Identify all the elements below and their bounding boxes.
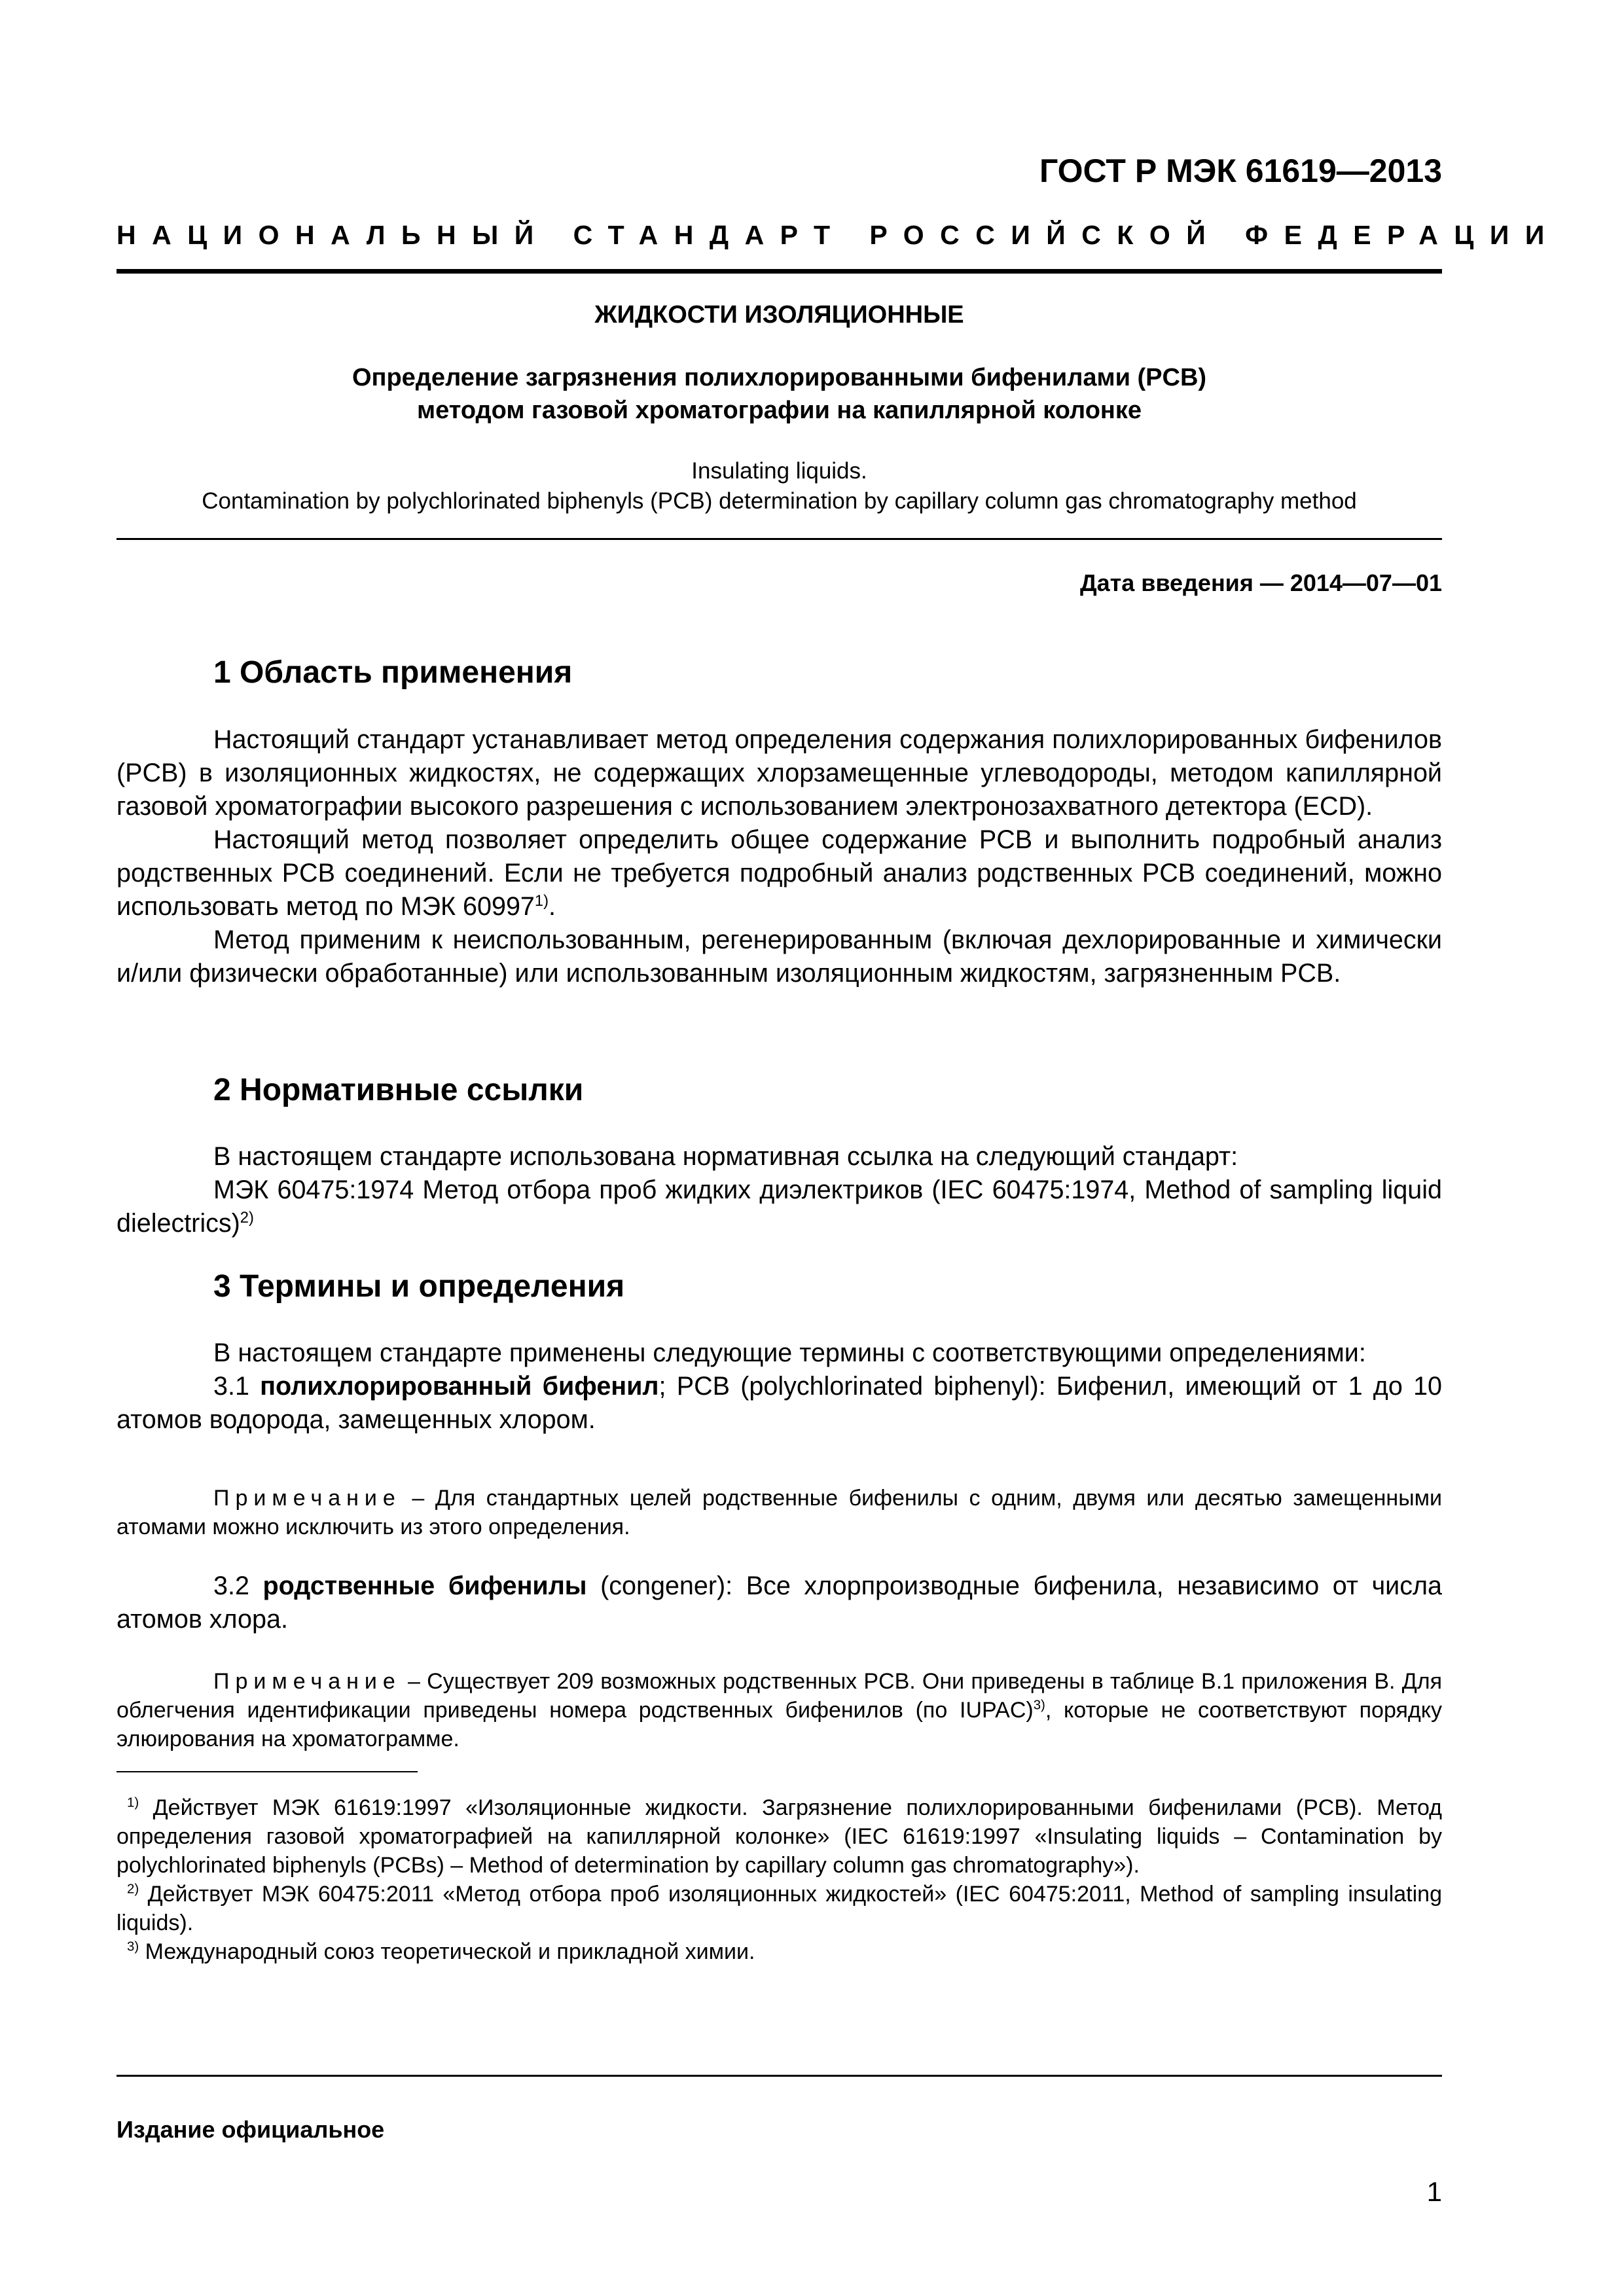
section-1-text [117,723,1442,990]
term-3-2-number: 3.2 [213,1571,263,1600]
section-1-paragraph-2 [117,823,1442,924]
footnote-2-text: Действует МЭК 60475:2011 «Метод отбора проб изоляционных жидкостей» (IEC 60475:2011, Method of sampling insulating liquids). [117,1882,1442,1935]
note-1-label: Примечание [213,1486,401,1511]
document-title: ЖИДКОСТИ ИЗОЛЯЦИОННЫЕ [594,301,964,329]
edition-label: Издание официальное [117,2116,385,2143]
section-2-paragraph-2 [117,1174,1442,1240]
term-3-2 [117,1570,1442,1636]
footer-rule [117,2075,1442,2077]
note-2-text-end: , которые не соответствуют порядку элюирования на хроматограмме. [117,1698,1442,1751]
term-3-2-name: родственные бифенилы [262,1571,587,1600]
footnote-2 [117,1880,1442,1937]
english-title-line-2: Contamination by polychlorinated biphenyls (PCB) determination by capillary column gas chromatography method [202,488,1357,514]
footnote-separator [117,1771,418,1772]
footnote-3-text: Международный союз теоретической и прикладной химии. [139,1939,755,1964]
title-rule [117,538,1442,540]
footnote-ref-3: 3) [1033,1698,1045,1713]
note-2-label: Примечание [213,1669,401,1694]
footnote-3-mark: 3) [127,1939,139,1954]
note-2 [117,1667,1442,1753]
footnote-ref-2: 2) [240,1209,254,1227]
footnotes [117,1793,1442,1966]
section-3-text [117,1336,1442,1437]
term-3-1-name: полихлорированный бифенил [260,1372,659,1401]
footnote-ref-1: 1) [534,892,549,910]
section-1-paragraph-2-text: Настоящий метод позволяет определить общее содержание PCB и выполнить подробный анализ родственных PCB соединений. Если не требуется подробный анализ родственных PCB соединений, можно использовать метод по МЭК 60997 [117,825,1442,921]
term-3-1 [117,1370,1442,1437]
subtitle-line-2: методом газовой хроматографии на капиллярной колонке [416,397,1142,424]
note-1-text: – Для стандартных целей родственные бифенилы с одним, двумя или десятью замещенными атомами можно исключить из этого определения. [117,1486,1442,1539]
section-3-heading: 3 Термины и определения [213,1269,625,1304]
english-title [117,456,1442,516]
term-3-1-number: 3.1 [213,1372,261,1401]
note-2-text: – Существует 209 возможных родственных PCB. Они приведены в таблице В.1 приложения В. Для облегчения идентификации приведены номера родственных бифенилов (по IUPAC) [117,1669,1442,1723]
national-standard-banner: НАЦИОНАЛЬНЫЙ СТАНДАРТ РОССИЙСКОЙ ФЕДЕРАЦИИ [117,220,1561,250]
term-3-2-definition: (congener): Все хлорпроизводные бифенила, независимо от числа атомов хлора. [117,1571,1442,1634]
section-3-paragraph-1: В настоящем стандарте применены следующие термины с соответствующими определениями: [213,1338,1366,1367]
footnote-3 [117,1937,1442,1966]
introduction-date: Дата введения — 2014—07—01 [1079,569,1442,596]
section-2-paragraph-1: В настоящем стандарте использована нормативная ссылка на следующий стандарт: [213,1142,1238,1171]
page-number: 1 [1426,2176,1442,2207]
subtitle-line-1: Определение загрязнения полихлорированными бифенилами (PCB) [352,364,1207,391]
section-2-heading: 2 Нормативные ссылки [213,1073,584,1107]
section-1-paragraph-1: Настоящий стандарт устанавливает метод определения содержания полихлорированных бифенилов (PCB) в изоляционных жидкостях, не содержащих хлорзамещенные углеводороды, методом капиллярной газовой хроматографии высокого разрешения с использованием электронозахватного детектора (ECD). [117,725,1442,821]
footnote-1-mark: 1) [127,1795,139,1810]
header-rule [117,269,1442,274]
footnote-2-mark: 2) [127,1882,139,1897]
section-1-paragraph-2-end: . [548,892,556,921]
english-title-line-1: Insulating liquids. [691,458,867,484]
section-1-heading: 1 Область применения [213,655,573,690]
section-1-paragraph-3: Метод применим к неиспользованным, регенерированным (включая дехлорированные и химически и/или физически обработанные) или использованным изоляционным жидкостям, загрязненным PCB. [117,925,1442,988]
footnote-1-text: Действует МЭК 61619:1997 «Изоляционные жидкости. Загрязнение полихлорированными бифенилами (PCB). Метод определения газовой хроматографией на капиллярной колонке» (IEC 61619:1997 «Insulating liquids – Contamination by polychlorinated biphenyls (PCBs) – Method of determination by capillary column gas chromatography»). [117,1795,1442,1878]
section-2-paragraph-2-text: МЭК 60475:1974 Метод отбора проб жидких диэлектриков (IEC 60475:1974, Method of sampling liquid dielectrics) [117,1175,1442,1238]
footnote-1 [117,1793,1442,1880]
document-subtitle [117,361,1442,427]
term-3-1-definition: ; PCB (polychlorinated biphenyl): Бифенил, имеющий от 1 до 10 атомов водорода, замещенных хлором. [117,1372,1443,1434]
standard-code: ГОСТ Р МЭК 61619—2013 [1039,152,1442,189]
note-1 [117,1484,1442,1541]
section-2-text [117,1140,1442,1240]
